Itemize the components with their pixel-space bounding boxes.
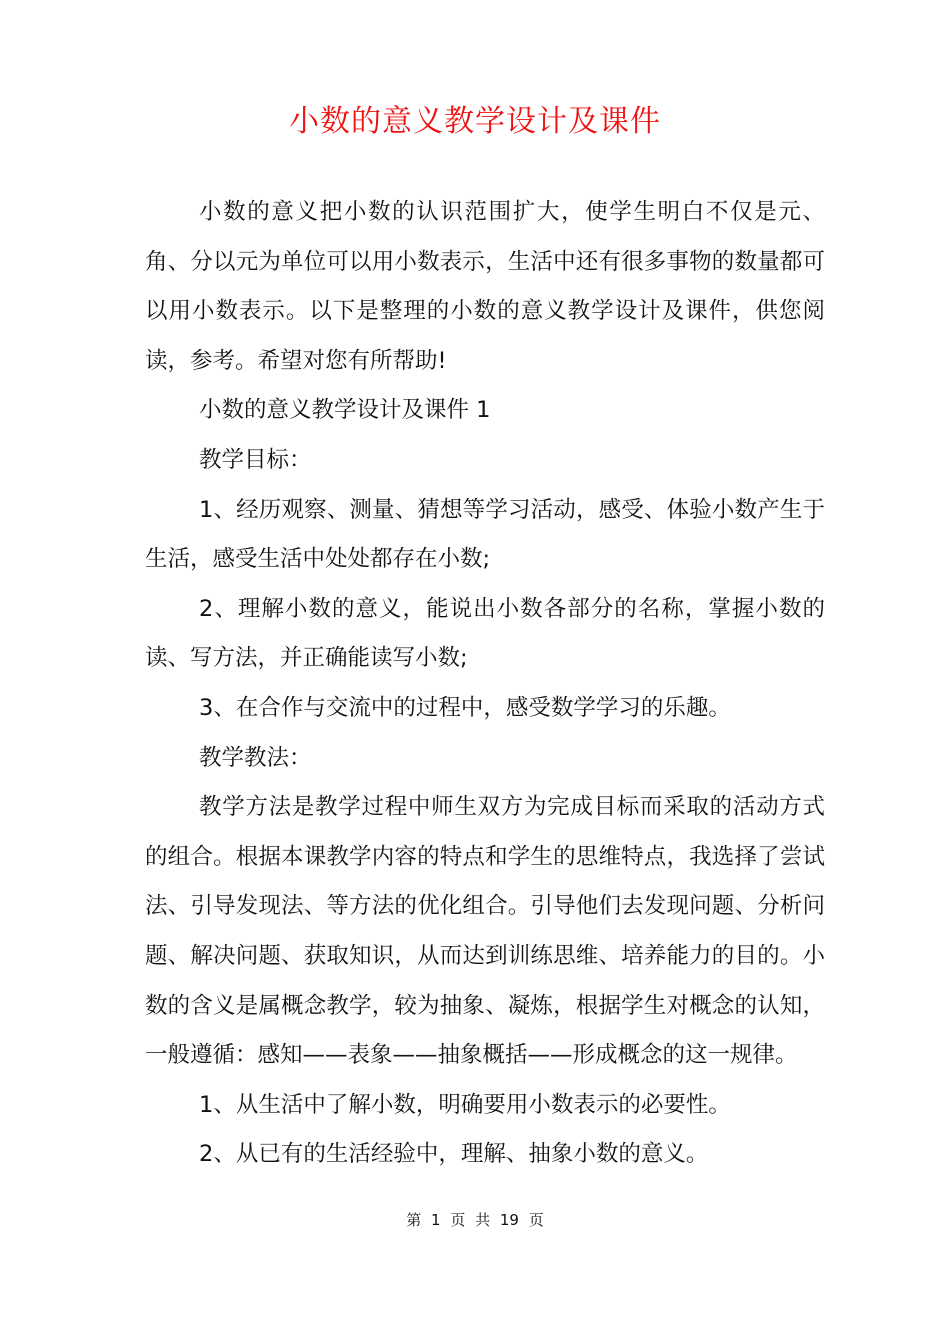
document-title: 小数的意义教学设计及课件 bbox=[289, 104, 661, 139]
section-heading: 小数的意义教学设计及课件 1 bbox=[199, 397, 491, 424]
teaching-method-heading: 教学教法： bbox=[199, 744, 312, 771]
method-item-1: 1、从生活中了解小数，明确要用小数表示的必要性。 bbox=[199, 1091, 731, 1118]
intro-paragraph: 小数的意义把小数的认识范围扩大，使学生明白不仅是元、角、分以元为单位可以用小数表示，生活中还有很多事物的数量都可以用小数表示。以下是整理的小数的意义教学设计及课件，供您阅读，参考。希望对您有所帮助! bbox=[145, 199, 825, 374]
method-item-2: 2、从已有的生活经验中，理解、抽象小数的意义。 bbox=[199, 1141, 709, 1168]
goal-item-2: 2、理解小数的意义，能说出小数各部分的名称，掌握小数的读、写方法，并正确能读写小数; bbox=[145, 595, 825, 672]
goal-item-3: 3、在合作与交流中的过程中，感受数学学习的乐趣。 bbox=[199, 694, 731, 721]
goal-item-1: 1、经历观察、测量、猜想等学习活动，感受、体验小数产生于生活，感受生活中处处都存在小数; bbox=[145, 496, 825, 573]
teaching-goals-heading: 教学目标： bbox=[199, 446, 312, 473]
document-body bbox=[145, 188, 825, 1180]
teaching-method-paragraph: 教学方法是教学过程中师生双方为完成目标而采取的活动方式的组合。根据本课教学内容的特点和学生的思维特点，我选择了尝试法、引导发现法、等方法的优化组合。引导他们去发现问题、分析问题、解决问题、获取知识，从而达到训练思维、培养能力的目的。小数的含义是属概念教学，较为抽象、凝炼，根据学生对概念的认知，一般遵循：感知——表象——抽象概括——形成概念的这一规律。 bbox=[145, 794, 825, 1069]
page-number-footer: 第 1 页 共 19 页 bbox=[406, 1211, 544, 1229]
